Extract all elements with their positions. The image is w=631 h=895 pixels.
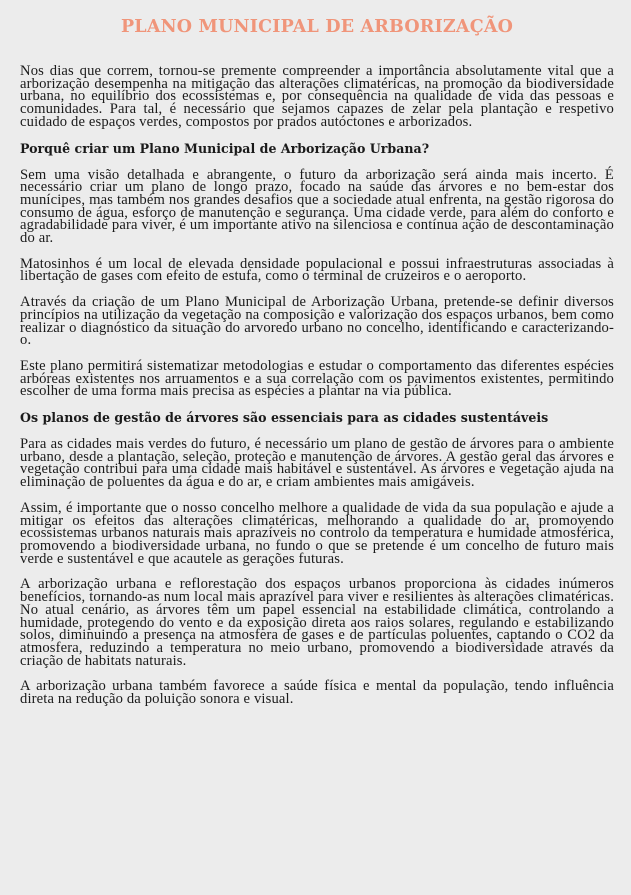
paragraph: A arborização urbana e reflorestação dos espaços urbanos proporciona às cidades inúmeros benefícios, tornando-as num local mais aprazível para viver e resilientes às alterações climatéricas. No atual cenário, as árvores têm um papel essencial na estabilidade climática, controlando a humidade, protegendo do vento e da exposição direta aos raios solares, regulando e estabilizando solos, diminuindo a presença na atmosfera de gases e de partículas poluentes, captando o CO2 da atmosfera, reduzindo a temperatura no meio urbano, promovendo a biodiversidade através da criação de habitats naturais.: [20, 576, 614, 669]
paragraph: A arborização urbana também favorece a saúde física e mental da população, tendo influência direta na redução da poluição sonora e visual.: [20, 678, 614, 708]
paragraph: Sem uma visão detalhada e abrangente, o futuro da arborização será ainda mais incerto. É necessário criar um plano de longo prazo, focado na saúde das árvores e no bem-estar dos munícipes, mas também nos grandes desafios que a sociedade atual enfrenta, na gestão rigorosa do consumo de água, esforço de manutenção e segurança. Uma cidade verde, para além do conforto e agradabilidade para viver, é um importante ativo na silenciosa e contínua ação de descontaminação do ar.: [20, 166, 614, 247]
section-heading-why-plan: Porquê criar um Plano Municipal de Arborização Urbana?: [20, 140, 430, 156]
paragraph: Assim, é importante que o nosso concelho melhore a qualidade de vida da sua população e ajude a mitigar os efeitos das alterações climatéricas, melhorando a qualidade do ar, promovendo ecossistemas urbanos naturais mais aprazíveis no controlo da temperatura e humidade atmosférica, promovendo a biodiversidade urbana, no fundo o que se pretende é um concelho de futuro mais verde e sustentável e que acautele as gerações futuras.: [20, 499, 614, 567]
intro-paragraph: Nos dias que correm, tornou-se premente compreender a importância absolutamente vital que a arborização desempenha na mitigação das alterações climatéricas, na promoção da biodiversidade urbana, no equilíbrio dos ecossistemas e, por consequência na qualidade de vida das pessoas e comunidades. Para tal, é necessário que sejamos capazes de zelar pela plantação e respetivo cuidado de espaços verdes, compostos por prados autóctones e arborizados.: [20, 63, 614, 130]
paragraph: Este plano permitirá sistematizar metodologias e estudar o comportamento das diferentes espécies arbóreas existentes nos arruamentos e a sua correlação com os pavimentos existentes, permitindo escolher de uma forma mais precisa as espécies a plantar na via pública.: [20, 357, 614, 400]
paragraph: Para as cidades mais verdes do futuro, é necessário um plano de gestão de árvores para o ambiente urbano, desde a plantação, seleção, proteção e manutenção de árvores. A gestão geral das árvores e vegetação contribui para uma cidade mais habitável e sustentável. As árvores e vegetação ajuda na eliminação de poluentes da água e do ar, e criam ambientes mais amigáveis.: [20, 436, 614, 491]
section-heading-management-plans: Os planos de gestão de árvores são essenciais para as cidades sustentáveis: [20, 410, 549, 426]
page-title: PLANO MUNICIPAL DE ARBORIZAÇÃO: [120, 17, 514, 37]
paragraph: Matosinhos é um local de elevada densidade populacional e possui infraestruturas associadas à libertação de gases com efeito de estufa, como o terminal de cruzeiros e o aeroporto.: [20, 255, 614, 285]
paragraph: Através da criação de um Plano Municipal de Arborização Urbana, pretende-se definir diversos princípios na utilização da vegetação na composição e valorização dos espaços urbanos, bem como realizar o diagnóstico da situação do arvoredo urbano no concelho, identificando e caracterizando-o.: [20, 294, 614, 349]
